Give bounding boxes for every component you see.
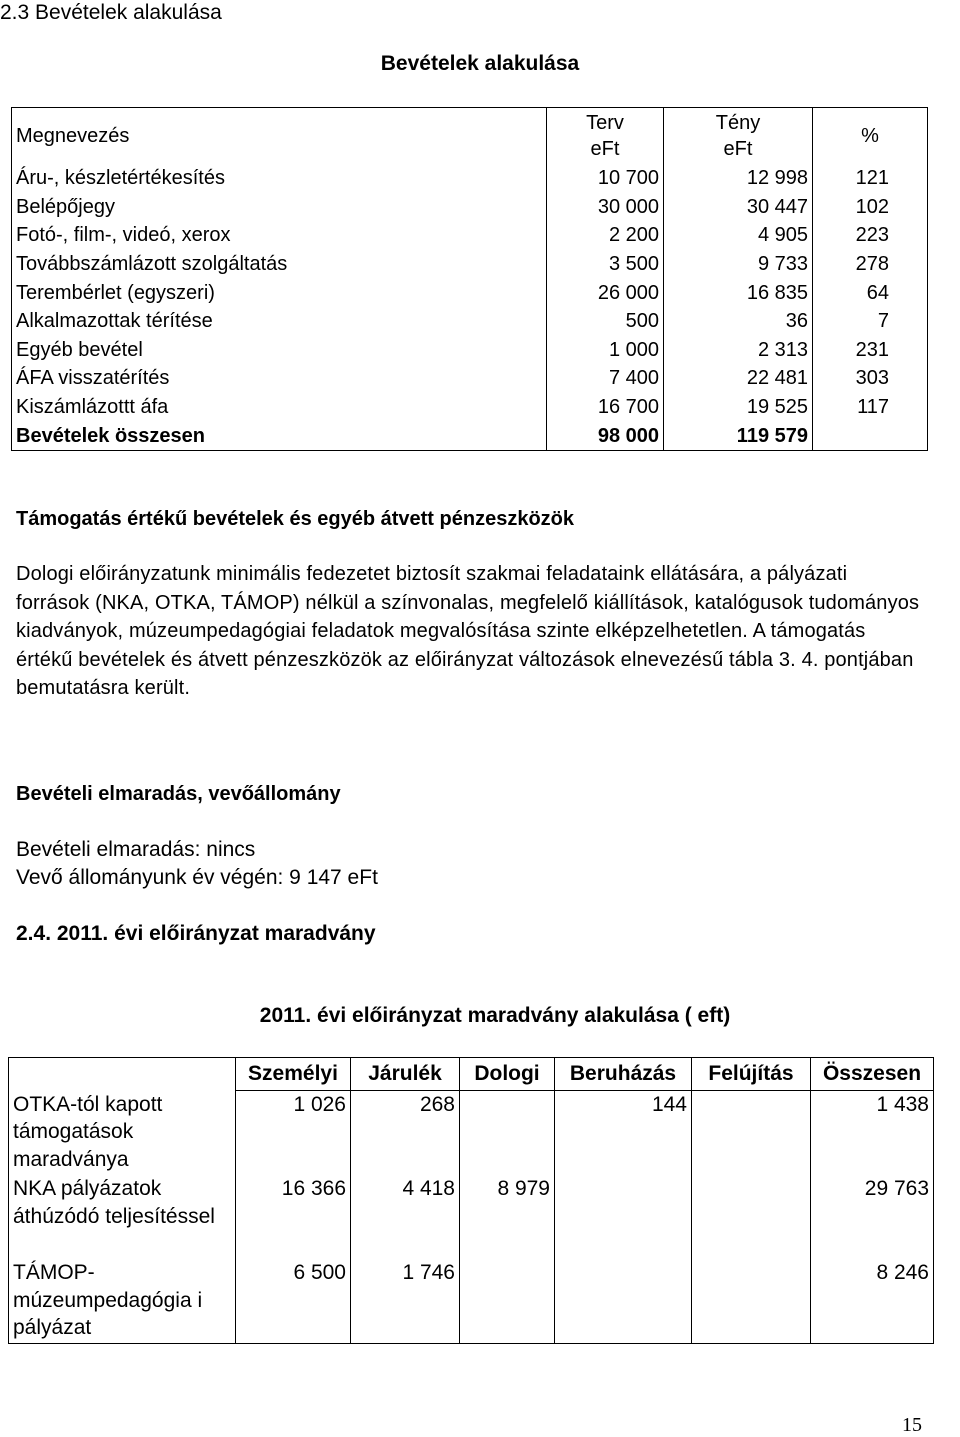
header-actual: Tény eFt	[664, 108, 813, 165]
row-percent: 303	[855, 367, 889, 390]
row-actual: 2 313	[664, 336, 813, 365]
header-plan: Terv eFt	[547, 108, 664, 165]
header-personal: Személyi	[236, 1058, 351, 1091]
header-percent: %	[861, 125, 879, 147]
table-row	[12, 193, 928, 222]
row-plan: 26 000	[547, 278, 664, 307]
row-percent: 64	[866, 281, 889, 304]
header-material: Dologi	[460, 1058, 555, 1091]
arrears-line-1: Bevételi elmaradás: nincs	[16, 838, 256, 861]
table-header-row	[12, 108, 928, 165]
section-title: 2.3 Bevételek alakulása	[0, 1, 222, 24]
row-name: Belépőjegy	[12, 193, 547, 222]
row-percent: 223	[855, 224, 889, 247]
row-label: NKA pályázatok áthúzódó teljesítéssel	[13, 1177, 215, 1228]
support-heading: Támogatás értékű bevételek és egyéb átvett pénzeszközök	[16, 508, 575, 530]
cell	[460, 1259, 555, 1344]
cell	[692, 1091, 811, 1176]
arrears-heading: Bevételi elmaradás, vevőállomány	[16, 783, 341, 805]
row-name: Fotó-, film-, videó, xerox	[12, 221, 547, 250]
total-name: Bevételek összesen	[12, 421, 547, 450]
row-name: Terembérlet (egyszeri)	[12, 278, 547, 307]
header-renovation: Felújítás	[692, 1058, 811, 1091]
row-plan: 10 700	[547, 164, 664, 193]
table-row	[12, 164, 928, 193]
remainder-table-title: 2011. évi előirányzat maradvány alakulása ( eft)	[259, 1004, 731, 1027]
row-percent: 117	[857, 396, 889, 419]
table-row	[12, 307, 928, 336]
cell	[460, 1091, 555, 1176]
table-row	[12, 250, 928, 279]
row-plan: 2 200	[547, 221, 664, 250]
row-actual: 22 481	[664, 364, 813, 393]
cell: 29 763	[811, 1175, 934, 1259]
cell: 16 366	[236, 1175, 351, 1259]
cell	[692, 1259, 811, 1344]
row-name: ÁFA visszatérítés	[12, 364, 547, 393]
row-actual: 19 525	[664, 393, 813, 422]
row-plan: 16 700	[547, 393, 664, 422]
row-plan: 7 400	[547, 364, 664, 393]
cell: 144	[555, 1091, 692, 1176]
row-label: OTKA-tól kapott támogatások maradványa	[13, 1092, 163, 1171]
row-actual: 36	[664, 307, 813, 336]
table-row	[9, 1175, 934, 1259]
row-name: Kiszámlázottt áfa	[12, 393, 547, 422]
row-plan: 3 500	[547, 250, 664, 279]
row-actual: 9 733	[664, 250, 813, 279]
table-header-row	[9, 1058, 934, 1091]
table-row	[12, 364, 928, 393]
total-actual: 119 579	[664, 421, 813, 450]
row-name: Alkalmazottak térítése	[12, 307, 547, 336]
row-actual: 4 905	[664, 221, 813, 250]
row-percent: 7	[877, 310, 889, 333]
table-row	[12, 221, 928, 250]
header-contribution: Járulék	[351, 1058, 460, 1091]
table-row	[9, 1259, 934, 1344]
row-plan: 30 000	[547, 193, 664, 222]
row-percent: 278	[855, 253, 889, 276]
row-actual: 16 835	[664, 278, 813, 307]
row-name: Egyéb bevétel	[12, 336, 547, 365]
cell	[555, 1175, 692, 1259]
cell	[692, 1175, 811, 1259]
cell: 268	[351, 1091, 460, 1176]
row-plan: 1 000	[547, 336, 664, 365]
header-total: Összesen	[811, 1058, 934, 1091]
cell: 8 246	[811, 1259, 934, 1344]
cell: 8 979	[460, 1175, 555, 1259]
cell: 4 418	[351, 1175, 460, 1259]
cell: 6 500	[236, 1259, 351, 1344]
remainder-table	[8, 1057, 934, 1344]
table-row	[12, 278, 928, 307]
header-name: Megnevezés	[12, 108, 547, 165]
cell: 1 746	[351, 1259, 460, 1344]
row-percent: 231	[855, 338, 889, 361]
income-table	[11, 107, 928, 451]
support-paragraph: Dologi előirányzatunk minimális fedezetet biztosít szakmai feladataink ellátására, a pályázati források (NKA, OTKA, TÁMOP) nélkül a színvonalas, megfelelő kiállítások, katalógusok tudományos kiadványok, múzeumpedagógiai feladatok megvalósítása szinte elképzelhetetlen. A támogatás értékű bevételek és átvett pénzeszközök az előirányzat változások elnevezésű tábla 3. 4. pontjában bemutatásra került.	[16, 563, 920, 700]
row-actual: 30 447	[664, 193, 813, 222]
row-percent: 121	[855, 167, 889, 190]
arrears-line-2: Vevő állományunk év végén: 9 147 eFt	[16, 866, 378, 889]
row-label: TÁMOP-múzeumpedagógia i pályázat	[13, 1261, 203, 1339]
total-percent	[813, 421, 928, 450]
table-total-row	[12, 421, 928, 450]
table-row	[12, 336, 928, 365]
cell: 1 438	[811, 1091, 934, 1176]
row-percent: 102	[855, 195, 889, 218]
cell	[555, 1259, 692, 1344]
cell: 1 026	[236, 1091, 351, 1176]
row-actual: 12 998	[664, 164, 813, 193]
header-investment: Beruházás	[555, 1058, 692, 1091]
row-plan: 500	[547, 307, 664, 336]
row-name: Továbbszámlázott szolgáltatás	[12, 250, 547, 279]
remainder-heading: 2.4. 2011. évi előirányzat maradvány	[16, 922, 376, 945]
row-name: Áru-, készletértékesítés	[12, 164, 547, 193]
header-empty	[9, 1058, 236, 1091]
total-plan: 98 000	[547, 421, 664, 450]
table-row	[9, 1091, 934, 1176]
income-table-title: Bevételek alakulása	[380, 52, 580, 75]
page-number: 15	[902, 1414, 922, 1436]
table-row	[12, 393, 928, 422]
